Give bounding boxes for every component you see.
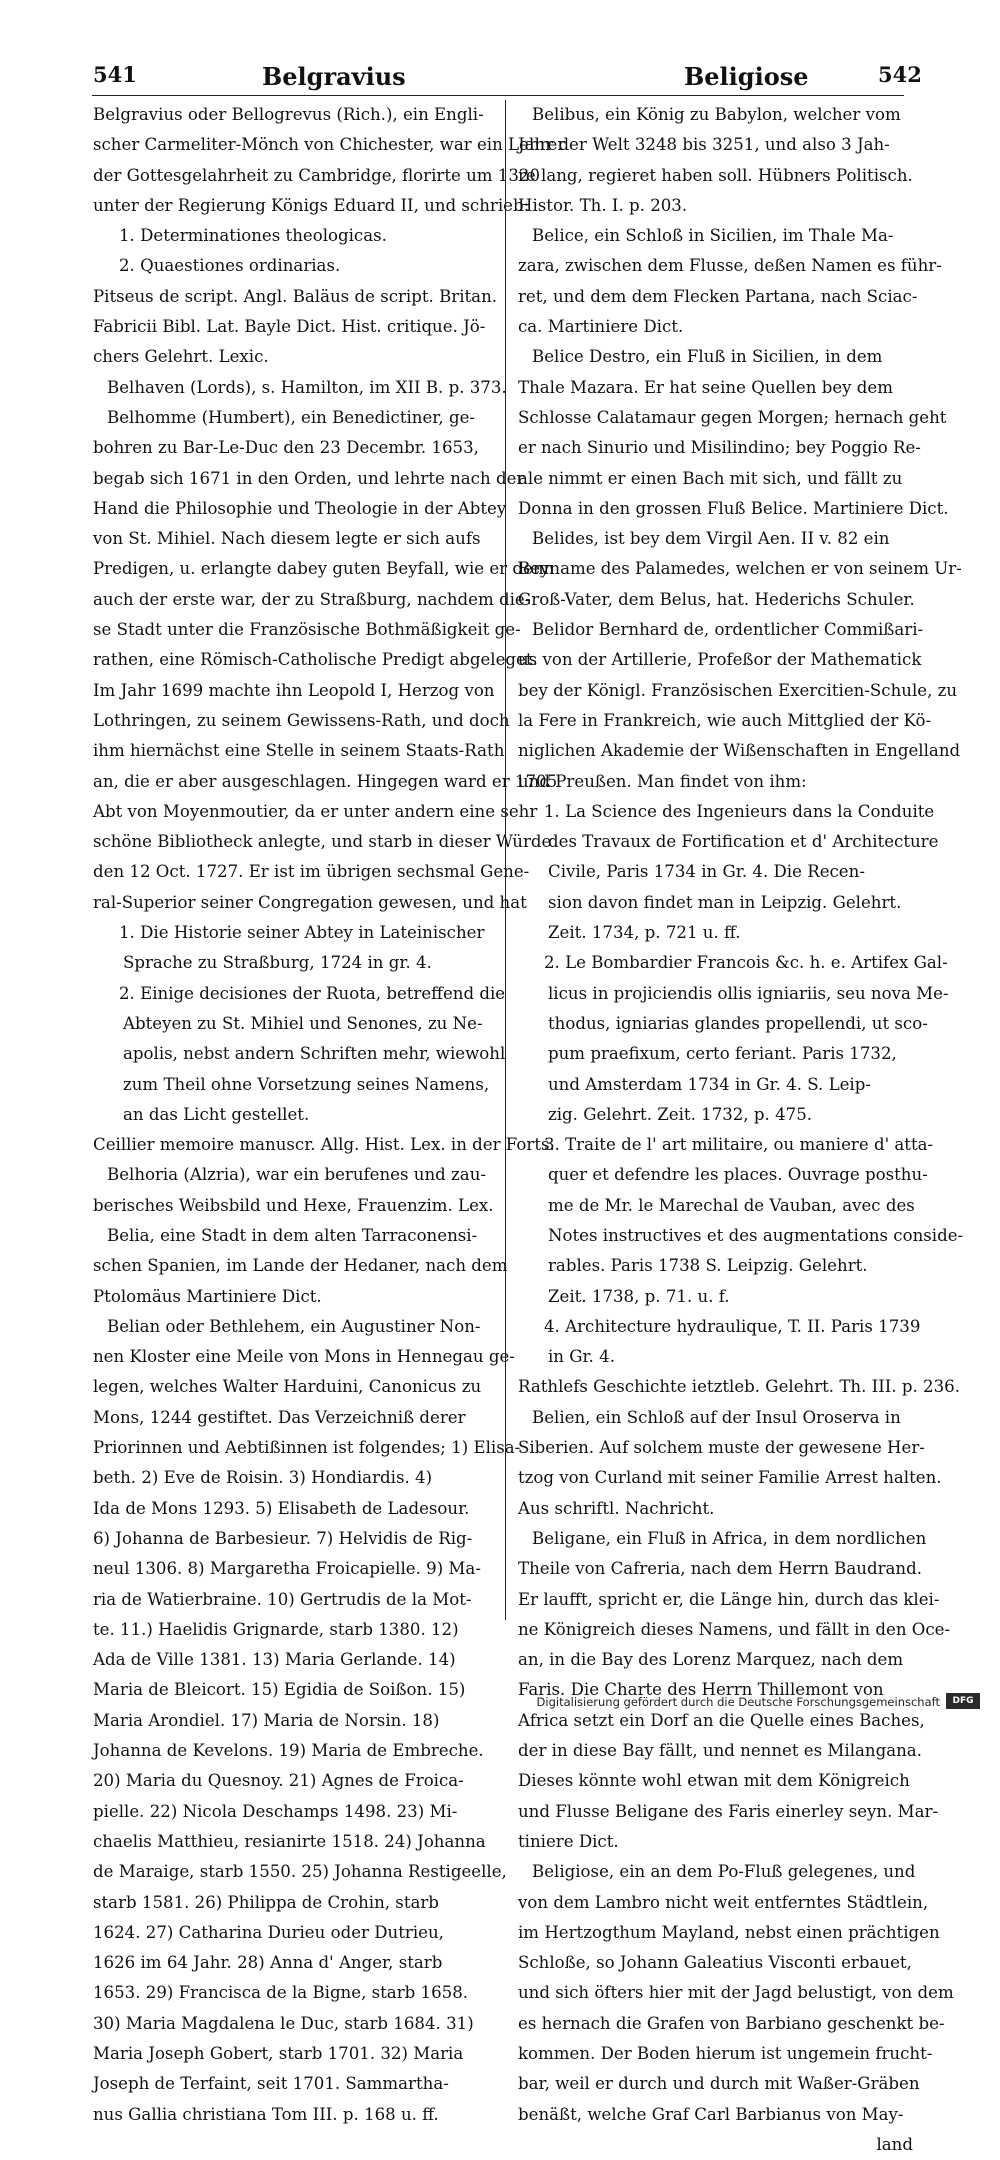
text-line: an, in die Bay des Lorenz Marquez, nach dem [518, 1650, 904, 1670]
text-line: Thale Mazara. Er hat seine Quellen bey dem [518, 377, 893, 397]
text-line: 2. Einige decisiones der Ruota, betreffend die [119, 983, 506, 1003]
left-text-column [93, 100, 566, 2130]
text-line: Theile von Cafreria, nach dem Herrn Baudrand. [518, 1559, 922, 1579]
text-line: Abteyen zu St. Mihiel und Senones, zu Ne- [123, 1013, 483, 1033]
text-line: an das Licht gestellet. [123, 1104, 310, 1124]
text-line: Belice, ein Schloß in Sicilien, im Thale Ma- [532, 226, 894, 246]
dfg-logo: DFG [946, 1693, 980, 1709]
text-line: Belien, ein Schloß auf der Insul Oroserva in [532, 1407, 901, 1427]
text-line: 30) Maria Magdalena le Duc, starb 1684. 31) [93, 2013, 474, 2033]
text-line: ral-Superior seiner Congregation gewesen, und hat [93, 892, 527, 912]
text-line: schen Spanien, im Lande der Hedaner, nach dem [93, 1256, 508, 1276]
text-line: Aus schriftl. Nachricht. [518, 1498, 715, 1518]
text-line: beth. 2) Eve de Roisin. 3) Hondiardis. 4) [93, 1468, 433, 1488]
text-line: Beyname des Palamedes, welchen er von seinem Ur- [518, 559, 962, 579]
text-line: ale nimmt er einen Bach mit sich, und fällt zu [518, 468, 903, 488]
text-line: Donna in den grossen Fluß Belice. Martiniere Dict. [518, 498, 949, 518]
text-line: chers Gelehrt. Lexic. [93, 347, 269, 367]
text-line: quer et defendre les places. Ouvrage posthu- [548, 1165, 928, 1185]
header-rule [92, 95, 904, 96]
text-line: Dieses könnte wohl etwan mit dem Königreich [518, 1771, 910, 1791]
text-line: Pitseus de script. Angl. Baläus de script. Britan. [93, 286, 498, 306]
text-line: Belhomme (Humbert), ein Benedictiner, ge- [107, 407, 476, 427]
text-line: Africa setzt ein Dorf an die Quelle eines Baches, [518, 1710, 925, 1730]
text-line: Belgravius oder Bellogrevus (Rich.), ein Engli- [93, 105, 484, 124]
text-line: se Stadt unter die Französische Bothmäßigkeit ge- [93, 620, 521, 640]
text-line: Siberien. Auf solchem muste der gewesene Her- [518, 1438, 925, 1458]
text-line: pum praefixum, certo feriant. Paris 1732, [548, 1044, 897, 1064]
text-line: berisches Weibsbild und Hexe, Frauenzim. Lex. [93, 1195, 494, 1215]
text-line: de Maraige, starb 1550. 25) Johanna Restigeelle, [93, 1862, 507, 1882]
text-line: rathen, eine Römisch-Catholische Predigt abgeleget. [93, 650, 538, 670]
text-line: von St. Mihiel. Nach diesem legte er sich aufs [93, 529, 481, 549]
text-line: Abt von Moyenmoutier, da er unter andern eine sehr [93, 801, 538, 821]
text-line: in Gr. 4. [548, 1347, 616, 1367]
text-line: es hernach die Grafen von Barbiano geschenkt be- [518, 2013, 945, 2033]
text-line: land [876, 2134, 913, 2154]
text-line: thodus, igniarias glandes propellendi, ut sco- [548, 1013, 928, 1033]
text-line: Maria Joseph Gobert, starb 1701. 32) Maria [93, 2044, 464, 2063]
text-line: chaelis Matthieu, resianirte 1518. 24) Johanna [93, 1831, 486, 1851]
text-line: Ceillier memoire manuscr. Allg. Hist. Lex. in der Forts. [93, 1135, 555, 1155]
text-line: und Amsterdam 1734 in Gr. 4. S. Leip- [548, 1074, 871, 1094]
text-line: Belidor Bernhard de, ordentlicher Commißari- [532, 620, 924, 640]
text-line: Lothringen, zu seinem Gewissens-Rath, und doch [93, 710, 510, 730]
text-line: schöne Bibliotheck anlegte, und starb in dieser Würde [93, 832, 552, 852]
text-line: im Hertzogthum Mayland, nebst einen prächtigen [518, 1922, 940, 1942]
text-line: apolis, nebst andern Schriften mehr, wiewohl [123, 1044, 506, 1064]
text-line: und Flusse Beligane des Faris einerley seyn. Mar- [518, 1801, 939, 1821]
text-line: zum Theil ohne Vorsetzung seines Namens, [123, 1074, 490, 1094]
text-line: Ida de Mons 1293. 5) Elisabeth de Ladesour. [93, 1498, 470, 1518]
text-line: neul 1306. 8) Margaretha Froicapielle. 9) Ma- [93, 1559, 481, 1579]
text-line: bey der Königl. Französischen Exercitien-Schule, zu [518, 680, 958, 700]
text-line: der in diese Bay fällt, und nennet es Milangana. [518, 1741, 922, 1761]
text-line: me de Mr. le Marechal de Vauban, avec des [548, 1195, 915, 1215]
text-line: zig. Gelehrt. Zeit. 1732, p. 475. [548, 1104, 813, 1124]
text-line: licus in projiciendis ollis igniariis, seu nova Me- [548, 983, 949, 1003]
digitization-credit: Digitalisierung gefördert durch die Deutsche Forschungsgemeinschaft [536, 1695, 940, 1709]
text-line: 4. Architecture hydraulique, T. II. Paris 1739 [544, 1316, 921, 1336]
text-line: Belides, ist bey dem Virgil Aen. II v. 82 ein [532, 529, 890, 549]
text-line: tzog von Curland mit seiner Familie Arrest halten. [518, 1468, 942, 1488]
text-line: pielle. 22) Nicola Deschamps 1498. 23) Mi- [93, 1801, 458, 1821]
text-line: Sprache zu Straßburg, 1724 in gr. 4. [123, 953, 432, 973]
text-line: Johanna de Kevelons. 19) Maria de Embreche. [93, 1741, 484, 1761]
text-line: Zeit. 1734, p. 721 u. ff. [548, 923, 741, 943]
text-line: Mons, 1244 gestiftet. Das Verzeichniß derer [93, 1407, 466, 1427]
text-line: er nach Sinurio und Misilindino; bey Poggio Re- [518, 438, 921, 458]
text-line: Schlosse Calatamaur gegen Morgen; hernach geht [518, 407, 947, 427]
text-line: und Preußen. Man findet von ihm: [518, 771, 807, 791]
text-line: Fabricii Bibl. Lat. Bayle Dict. Hist. critique. Jö- [93, 317, 486, 337]
text-line: Joseph de Terfaint, seit 1701. Sammartha- [93, 2074, 449, 2094]
text-line: Groß-Vater, dem Belus, hat. Hederichs Schuler. [518, 589, 915, 609]
text-line: bohren zu Bar-Le-Duc den 23 Decembr. 1653, [93, 438, 479, 458]
text-line: 1. Determinationes theologicas. [119, 226, 387, 246]
text-line: Rathlefs Geschichte ietztleb. Gelehrt. Th. III. p. 236. [518, 1377, 960, 1397]
text-line: begab sich 1671 in den Orden, und lehrte nach der [93, 468, 525, 488]
text-line: legen, welches Walter Harduini, Canonicus zu [93, 1377, 482, 1397]
text-line: Jahr der Welt 3248 bis 3251, und also 3 Jah- [518, 135, 890, 155]
text-line: 1653. 29) Francisca de la Bigne, starb 1658. [93, 1983, 469, 2003]
text-line: Beligiose, ein an dem Po-Fluß gelegenes, und [532, 1862, 916, 1882]
text-line: sion davon findet man in Leipzig. Gelehrt. [548, 892, 902, 912]
text-line: von dem Lambro nicht weit entferntes Städtlein, [518, 1892, 929, 1912]
text-line: bar, weil er durch und durch mit Waßer-Gräben [518, 2074, 920, 2094]
text-line: des Travaux de Fortification et d' Architecture [548, 832, 939, 852]
text-line: Maria de Bleicort. 15) Egidia de Soißon. 15) [93, 1680, 466, 1700]
text-line: Histor. Th. I. p. 203. [518, 195, 688, 215]
text-line: ria de Watierbraine. 10) Gertrudis de la Mot- [93, 1589, 472, 1609]
text-line: 3. Traite de l' art militaire, ou maniere d' atta- [544, 1135, 934, 1155]
text-line: scher Carmeliter-Mönch von Chichester, war ein Lehrer [93, 135, 566, 155]
text-line: Belibus, ein König zu Babylon, welcher vom [532, 105, 901, 124]
text-line: nus Gallia christiana Tom III. p. 168 u. ff. [93, 2104, 439, 2124]
text-line: Zeit. 1738, p. 71. u. f. [548, 1286, 730, 1306]
text-line: Predigen, u. erlangte dabey guten Beyfall, wie er denn [93, 559, 555, 579]
text-line: an, die er aber ausgeschlagen. Hingegen ward er 1705 [93, 771, 558, 791]
text-line: ca. Martiniere Dict. [518, 317, 684, 337]
text-line: Hand die Philosophie und Theologie in der Abtey [93, 498, 507, 518]
text-line: unter der Regierung Königs Eduard II, und schrieb: [93, 195, 530, 215]
column-divider [505, 100, 506, 1620]
text-line: Maria Arondiel. 17) Maria de Norsin. 18) [93, 1710, 440, 1730]
text-line: den 12 Oct. 1727. Er ist im übrigen sechsmal Gene- [93, 862, 530, 882]
text-line: Ptolomäus Martiniere Dict. [93, 1286, 322, 1306]
text-line: re lang, regieret haben soll. Hübners Politisch. [518, 165, 913, 185]
text-line: te. 11.) Haelidis Grignarde, starb 1380. 12) [93, 1619, 459, 1639]
text-line: benäßt, welche Graf Carl Barbianus von May- [518, 2104, 904, 2124]
text-line: Faris. Die Charte des Herrn Thillemont von [518, 1680, 884, 1700]
text-line: starb 1581. 26) Philippa de Crohin, starb [93, 1892, 439, 1912]
text-line: la Fere in Frankreich, wie auch Mittglied der Kö- [518, 710, 932, 730]
left-running-head: Belgravius [262, 62, 406, 91]
text-line: auch der erste war, der zu Straßburg, nachdem die- [93, 589, 531, 609]
text-line: us von der Artillerie, Profeßor der Mathematick [518, 650, 922, 670]
text-line: niglichen Akademie der Wißenschaften in Engelland [518, 741, 961, 761]
text-line: 20) Maria du Quesnoy. 21) Agnes de Froica- [93, 1771, 464, 1791]
text-line: 1624. 27) Catharina Durieu oder Dutrieu, [93, 1922, 444, 1942]
text-line: ihm hiernächst eine Stelle in seinem Staats-Rath [93, 741, 505, 761]
text-line: 1. Die Historie seiner Abtey in Lateinischer [119, 923, 485, 943]
text-line: ret, und dem dem Flecken Partana, nach Sciac- [518, 286, 918, 306]
text-line: ne Königreich dieses Namens, und fällt in den Oce- [518, 1619, 951, 1639]
right-page-number: 542 [878, 62, 922, 87]
text-line: Belia, eine Stadt in dem alten Tarraconensi- [107, 1225, 478, 1245]
text-line: Belhoria (Alzria), war ein berufenes und zau- [107, 1165, 486, 1185]
text-line: Belian oder Bethlehem, ein Augustiner Non- [107, 1316, 481, 1336]
text-line: Belhaven (Lords), s. Hamilton, im XII B. p. 373. [107, 377, 507, 397]
text-line: Priorinnen und Aebtißinnen ist folgendes; 1) Elisa- [93, 1438, 521, 1458]
right-running-head: Beligiose [684, 62, 809, 91]
left-page-number: 541 [93, 62, 137, 87]
text-line: nen Kloster eine Meile von Mons in Hennegau ge- [93, 1347, 515, 1367]
text-line: 2. Le Bombardier Francois &c. h. e. Artifex Gal- [544, 953, 948, 973]
text-line: kommen. Der Boden hierum ist ungemein frucht- [518, 2044, 933, 2063]
text-line: Er laufft, spricht er, die Länge hin, durch das klei- [518, 1589, 940, 1609]
text-line: und sich öfters hier mit der Jagd belustigt, von dem [518, 1983, 954, 2003]
text-line: der Gottesgelahrheit zu Cambridge, florirte um 1320 [93, 165, 541, 185]
text-line: tiniere Dict. [518, 1831, 619, 1851]
text-line: 6) Johanna de Barbesieur. 7) Helvidis de Rig- [93, 1528, 473, 1548]
text-line: rables. Paris 1738 S. Leipzig. Gelehrt. [548, 1256, 868, 1276]
text-line: Civile, Paris 1734 in Gr. 4. Die Recen- [548, 862, 865, 882]
text-line: zara, zwischen dem Flusse, deßen Namen es führ- [518, 256, 942, 276]
text-line: Schloße, so Johann Galeatius Visconti erbauet, [518, 1953, 912, 1973]
text-line: Beligane, ein Fluß in Africa, in dem nordlichen [532, 1528, 927, 1548]
text-line: 2. Quaestiones ordinarias. [119, 256, 341, 276]
text-line: 1. La Science des Ingenieurs dans la Conduite [544, 801, 935, 821]
text-line: Notes instructives et des augmentations conside- [548, 1225, 964, 1245]
text-line: Im Jahr 1699 machte ihn Leopold I, Herzog von [93, 680, 495, 700]
text-line: Ada de Ville 1381. 13) Maria Gerlande. 14) [93, 1650, 456, 1670]
text-line: Belice Destro, ein Fluß in Sicilien, in dem [532, 347, 883, 367]
text-line: 1626 im 64 Jahr. 28) Anna d' Anger, starb [93, 1953, 443, 1973]
